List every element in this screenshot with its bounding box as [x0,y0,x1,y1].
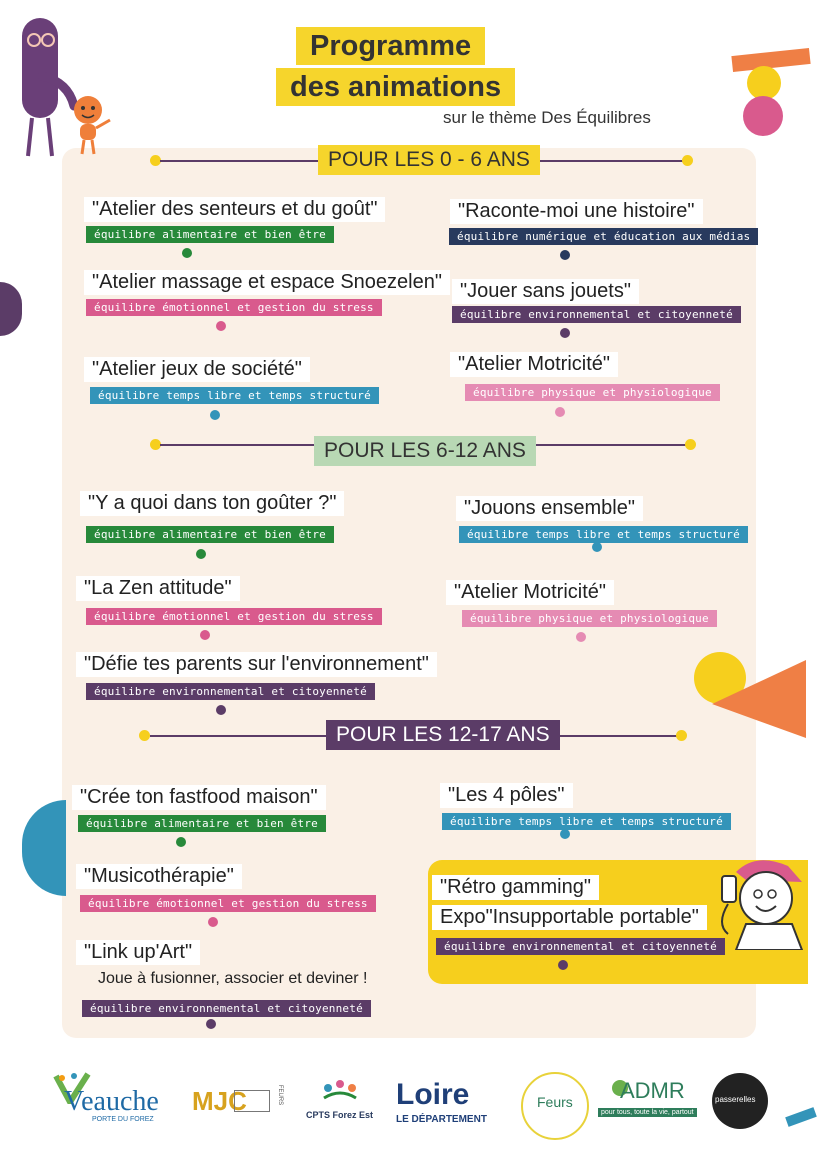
activity-tag: équilibre environnemental et citoyenneté [82,1000,371,1017]
tag-dot [560,328,570,338]
logo-feurs-name: Feurs [537,1094,573,1110]
logo-mjc [190,1078,282,1124]
tag-dot [182,248,192,258]
activity-tag: équilibre émotionnel et gestion du stress [86,299,382,316]
activity-title: "Défie tes parents sur l'environnement" [76,652,437,677]
logo-loire-sub: LE DÉPARTEMENT [396,1114,487,1125]
activity-tag: équilibre alimentaire et bien être [86,226,334,243]
decorative-half-circle-blue [22,800,66,896]
section-dot-right [682,155,693,166]
page-title-line2: des animations [276,68,515,106]
activity-title: "Jouer sans jouets" [452,279,639,304]
section-dot-right [676,730,687,741]
activity-tag: équilibre environnemental et citoyenneté [86,683,375,700]
activity-title: "Crée ton fastfood maison" [72,785,326,810]
logo-mjc-building [234,1090,270,1112]
logo-admr-sub: pour tous, toute la vie, partout [598,1108,697,1117]
logo-mjc-name: MJC [192,1086,247,1116]
logo-veauche [52,1072,184,1128]
activity-tag: équilibre temps libre et temps structuré [442,813,731,830]
activity-title: "Raconte-moi une histoire" [450,199,703,224]
logo-admr [598,1078,698,1124]
logo-passerelles [712,1073,768,1129]
activity-title: "Musicothérapie" [76,864,242,889]
activity-title: "Atelier jeux de société" [84,357,310,382]
tag-dot [208,917,218,927]
decorative-triangle-orange [712,660,808,740]
tag-dot [196,549,206,559]
activity-tag: équilibre numérique et éducation aux médias [449,228,758,245]
section-title-12-17: POUR LES 12-17 ANS [326,720,560,750]
logo-mjc-sub: FEURS [277,1084,284,1106]
logo-loire [396,1078,506,1128]
logo-cpts-name: CPTS Forez Est [306,1110,374,1120]
activity-subtitle: Joue à fusionner, associer et deviner ! [98,970,368,987]
decorative-half-circle-purple [0,282,22,336]
decorative-circle-pink [743,96,783,136]
section-title-6-12: POUR LES 6-12 ANS [314,436,536,466]
tag-dot [555,407,565,417]
tag-dot [200,630,210,640]
activity-title: "La Zen attitude" [76,576,240,601]
logo-loire-name: Loire [396,1078,470,1111]
activity-title: "Atelier massage et espace Snoezelen" [84,270,450,295]
activity-tag: équilibre physique et physiologique [465,384,720,401]
decorative-figure-child [66,94,114,156]
tag-dot [206,1019,216,1029]
activity-title: "Atelier des senteurs et du goût" [84,197,385,222]
tag-dot [210,410,220,420]
tag-dot [558,960,568,970]
activity-title: "Les 4 pôles" [440,783,573,808]
activity-title: "Jouons ensemble" [456,496,643,521]
logo-veauche-name: Veauche [64,1086,159,1117]
activity-tag: équilibre environnemental et citoyenneté [452,306,741,323]
activity-tag: équilibre émotionnel et gestion du stress [80,895,376,912]
page-title-line1: Programme [296,27,485,65]
activity-title: "Atelier Motricité" [446,580,614,605]
activity-tag: équilibre émotionnel et gestion du stress [86,608,382,625]
selfie-teen-illustration [706,850,812,950]
activity-title: "Atelier Motricité" [450,352,618,377]
logo-cpts [306,1080,372,1128]
page-subtitle: sur le thème Des Équilibres [443,108,651,127]
tag-dot [560,250,570,260]
decorative-circle-yellow [747,66,781,100]
activity-title: "Link up'Art" [76,940,200,965]
activity-tag: équilibre temps libre et temps structuré [90,387,379,404]
tag-dot [560,829,570,839]
tag-dot [176,837,186,847]
decorative-bar-blue [785,1107,817,1127]
section-dot-right [685,439,696,450]
logo-feurs [521,1072,589,1140]
tag-dot [216,705,226,715]
tag-dot [576,632,586,642]
logo-passerelles-name: passerelles [715,1095,756,1104]
tag-dot [592,542,602,552]
section-title-0-6: POUR LES 0 - 6 ANS [318,145,540,175]
section-dot-left [139,730,150,741]
logo-admr-name: ADMR [620,1078,685,1103]
activity-tag: équilibre environnemental et citoyenneté [436,938,725,955]
logo-veauche-sub: PORTE DU FOREZ [92,1116,154,1123]
activity-tag: équilibre alimentaire et bien être [86,526,334,543]
activity-title-2: Expo"Insupportable portable" [432,905,707,930]
tag-dot [216,321,226,331]
activity-tag: équilibre temps libre et temps structuré [459,526,748,543]
activity-tag: équilibre physique et physiologique [462,610,717,627]
activity-title: "Y a quoi dans ton goûter ?" [80,491,344,516]
activity-tag: équilibre alimentaire et bien être [78,815,326,832]
activity-title: "Rétro gamming" [432,875,599,900]
